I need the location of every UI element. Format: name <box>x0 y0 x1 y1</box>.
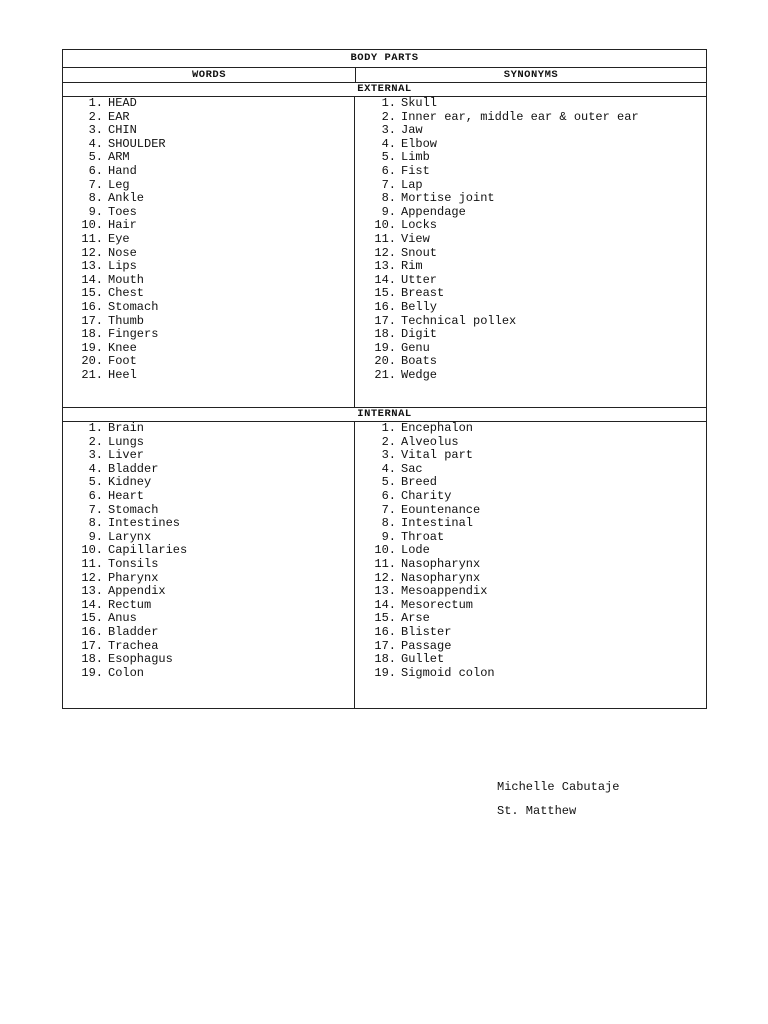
item-number: 6. <box>381 488 396 503</box>
word-text: ARM <box>108 150 130 165</box>
word-text: Bladder <box>108 461 159 476</box>
item-number: 18. <box>81 327 103 342</box>
word-item <box>63 531 354 545</box>
word-text: Colon <box>108 665 145 680</box>
synonym-text: Gullet <box>401 652 445 667</box>
synonym-text: Passage <box>401 638 452 653</box>
student-section: St. Matthew <box>497 804 577 818</box>
item-number: 2. <box>88 109 103 124</box>
synonym-text: Appendage <box>401 204 466 219</box>
item-number: 4. <box>381 461 396 476</box>
word-item <box>63 585 354 599</box>
external-synonyms-column <box>355 97 706 407</box>
word-text: Appendix <box>108 584 166 599</box>
word-text: Larynx <box>108 529 152 544</box>
item-number: 21. <box>374 367 396 382</box>
synonym-text: View <box>401 231 430 246</box>
word-item <box>63 138 354 152</box>
synonym-text: Lode <box>401 543 430 558</box>
word-text: Chest <box>108 286 145 301</box>
word-text: Thumb <box>108 313 145 328</box>
synonym-text: Charity <box>401 488 452 503</box>
body-parts-table <box>62 49 707 709</box>
word-text: Capillaries <box>108 543 188 558</box>
synonym-item <box>355 463 706 477</box>
synonym-item <box>355 233 706 247</box>
item-number: 5. <box>381 475 396 490</box>
word-item <box>63 165 354 179</box>
words-column-header: WORDS <box>63 68 356 82</box>
synonym-text: Mesoappendix <box>401 584 488 599</box>
item-number: 12. <box>81 570 103 585</box>
item-number: 19. <box>374 665 396 680</box>
synonym-item <box>355 531 706 545</box>
synonym-text: Rim <box>401 259 423 274</box>
section-header-external: EXTERNAL <box>63 83 706 97</box>
synonym-text: Sigmoid colon <box>401 665 495 680</box>
item-number: 10. <box>81 543 103 558</box>
word-item <box>63 369 354 383</box>
synonym-item <box>355 558 706 572</box>
word-text: Rectum <box>108 597 152 612</box>
synonym-item <box>355 287 706 301</box>
synonym-item <box>355 219 706 233</box>
synonym-item <box>355 517 706 531</box>
synonym-text: Breast <box>401 286 445 301</box>
synonym-text: Inner ear, middle ear & outer ear <box>401 109 639 124</box>
word-text: Intestines <box>108 516 181 531</box>
word-text: Eye <box>108 231 130 246</box>
item-number: 1. <box>88 421 103 435</box>
item-number: 2. <box>88 434 103 449</box>
synonym-text: Jaw <box>401 123 423 138</box>
synonym-text: Nasopharynx <box>401 570 481 585</box>
word-text: HEAD <box>108 96 137 110</box>
word-item <box>63 476 354 490</box>
word-text: Stomach <box>108 299 159 314</box>
item-number: 12. <box>81 245 103 260</box>
item-number: 15. <box>374 611 396 626</box>
item-number: 12. <box>374 570 396 585</box>
synonym-text: Mesorectum <box>401 597 474 612</box>
word-text: Bladder <box>108 624 159 639</box>
synonym-item <box>355 328 706 342</box>
word-text: Knee <box>108 340 137 355</box>
synonym-text: Utter <box>401 272 438 287</box>
synonym-item <box>355 192 706 206</box>
synonym-item <box>355 97 706 111</box>
external-words-column <box>63 97 355 407</box>
synonym-text: Vital part <box>401 448 474 463</box>
item-number: 9. <box>88 529 103 544</box>
synonym-item <box>355 585 706 599</box>
synonym-item <box>355 355 706 369</box>
word-text: Pharynx <box>108 570 159 585</box>
synonym-item <box>355 599 706 613</box>
synonym-text: Snout <box>401 245 438 260</box>
item-number: 11. <box>81 231 103 246</box>
word-text: Anus <box>108 611 137 626</box>
table-title: BODY PARTS <box>63 50 706 68</box>
synonym-text: Throat <box>401 529 445 544</box>
item-number: 7. <box>88 502 103 517</box>
word-text: Brain <box>108 421 145 435</box>
synonym-item <box>355 436 706 450</box>
word-item <box>63 179 354 193</box>
synonym-text: Boats <box>401 354 438 369</box>
item-number: 3. <box>88 123 103 138</box>
synonym-item <box>355 274 706 288</box>
word-item <box>63 653 354 667</box>
item-number: 14. <box>374 597 396 612</box>
synonym-item <box>355 260 706 274</box>
word-text: EAR <box>108 109 130 124</box>
item-number: 3. <box>88 448 103 463</box>
item-number: 15. <box>81 611 103 626</box>
synonym-item <box>355 111 706 125</box>
synonym-item <box>355 572 706 586</box>
word-item <box>63 558 354 572</box>
word-text: Hair <box>108 218 137 233</box>
item-number: 7. <box>381 177 396 192</box>
item-number: 8. <box>381 516 396 531</box>
item-number: 17. <box>374 638 396 653</box>
item-number: 16. <box>81 624 103 639</box>
synonym-item <box>355 490 706 504</box>
synonym-text: Encephalon <box>401 421 474 435</box>
word-text: Esophagus <box>108 652 173 667</box>
word-item <box>63 111 354 125</box>
item-number: 2. <box>381 109 396 124</box>
item-number: 16. <box>374 624 396 639</box>
word-text: Mouth <box>108 272 145 287</box>
item-number: 17. <box>81 313 103 328</box>
synonym-item <box>355 124 706 138</box>
word-item <box>63 544 354 558</box>
word-item <box>63 151 354 165</box>
word-item <box>63 315 354 329</box>
word-item <box>63 436 354 450</box>
item-number: 20. <box>81 354 103 369</box>
word-item <box>63 626 354 640</box>
item-number: 8. <box>381 191 396 206</box>
item-number: 1. <box>381 421 396 435</box>
synonym-text: Mortise joint <box>401 191 495 206</box>
word-item <box>63 355 354 369</box>
synonym-item <box>355 165 706 179</box>
synonym-text: Technical pollex <box>401 313 517 328</box>
item-number: 10. <box>374 543 396 558</box>
word-item <box>63 612 354 626</box>
item-number: 18. <box>374 652 396 667</box>
item-number: 11. <box>374 231 396 246</box>
item-number: 14. <box>81 597 103 612</box>
word-item <box>63 233 354 247</box>
word-item <box>63 463 354 477</box>
word-text: Stomach <box>108 502 159 517</box>
item-number: 9. <box>88 204 103 219</box>
item-number: 7. <box>381 502 396 517</box>
synonym-text: Skull <box>401 96 438 110</box>
synonym-item <box>355 653 706 667</box>
synonym-item <box>355 138 706 152</box>
item-number: 8. <box>88 516 103 531</box>
synonym-text: Wedge <box>401 367 438 382</box>
synonym-item <box>355 667 706 681</box>
synonym-text: Belly <box>401 299 438 314</box>
item-number: 3. <box>381 448 396 463</box>
synonym-item <box>355 342 706 356</box>
word-text: Lips <box>108 259 137 274</box>
item-number: 12. <box>374 245 396 260</box>
internal-synonyms-column <box>355 422 706 708</box>
word-item <box>63 449 354 463</box>
synonym-item <box>355 301 706 315</box>
synonyms-column-header: SYNONYMS <box>503 69 559 81</box>
synonym-text: Eountenance <box>401 502 481 517</box>
synonym-item <box>355 449 706 463</box>
item-number: 18. <box>81 652 103 667</box>
internal-words-column <box>63 422 355 708</box>
item-number: 1. <box>381 96 396 110</box>
word-item <box>63 301 354 315</box>
synonym-text: Genu <box>401 340 430 355</box>
synonym-item <box>355 626 706 640</box>
word-text: SHOULDER <box>108 136 166 151</box>
word-item <box>63 599 354 613</box>
item-number: 13. <box>374 259 396 274</box>
word-item <box>63 504 354 518</box>
section-body-external <box>63 97 706 408</box>
word-item <box>63 260 354 274</box>
item-number: 16. <box>374 299 396 314</box>
word-item <box>63 572 354 586</box>
item-number: 4. <box>88 461 103 476</box>
item-number: 7. <box>88 177 103 192</box>
item-number: 4. <box>381 136 396 151</box>
item-number: 13. <box>81 259 103 274</box>
synonym-text: Digit <box>401 327 438 342</box>
word-text: Fingers <box>108 327 159 342</box>
word-item <box>63 192 354 206</box>
word-text: Toes <box>108 204 137 219</box>
item-number: 15. <box>81 286 103 301</box>
word-item <box>63 274 354 288</box>
item-number: 5. <box>381 150 396 165</box>
item-number: 19. <box>81 665 103 680</box>
synonym-item <box>355 544 706 558</box>
word-text: Tonsils <box>108 556 159 571</box>
item-number: 17. <box>374 313 396 328</box>
item-number: 15. <box>374 286 396 301</box>
synonym-item <box>355 369 706 383</box>
word-item <box>63 517 354 531</box>
word-item <box>63 422 354 436</box>
item-number: 13. <box>81 584 103 599</box>
word-item <box>63 287 354 301</box>
synonym-item <box>355 476 706 490</box>
word-text: Heel <box>108 367 137 382</box>
synonym-text: Blister <box>401 624 452 639</box>
synonym-item <box>355 640 706 654</box>
item-number: 5. <box>88 150 103 165</box>
synonym-text: Nasopharynx <box>401 556 481 571</box>
word-item <box>63 667 354 681</box>
student-name: Michelle Cabutaje <box>497 780 620 794</box>
word-text: Lungs <box>108 434 145 449</box>
word-item <box>63 328 354 342</box>
synonym-text: Arse <box>401 611 430 626</box>
item-number: 6. <box>88 488 103 503</box>
item-number: 13. <box>374 584 396 599</box>
synonym-text: Alveolus <box>401 434 459 449</box>
item-number: 4. <box>88 136 103 151</box>
item-number: 9. <box>381 204 396 219</box>
column-header-row <box>63 68 706 83</box>
word-item <box>63 342 354 356</box>
word-item <box>63 640 354 654</box>
item-number: 19. <box>374 340 396 355</box>
word-text: Ankle <box>108 191 145 206</box>
item-number: 8. <box>88 191 103 206</box>
item-number: 17. <box>81 638 103 653</box>
item-number: 21. <box>81 367 103 382</box>
section-header-internal: INTERNAL <box>63 408 706 422</box>
synonym-text: Intestinal <box>401 516 474 531</box>
item-number: 11. <box>374 556 396 571</box>
synonym-item <box>355 179 706 193</box>
word-item <box>63 490 354 504</box>
item-number: 19. <box>81 340 103 355</box>
word-text: Heart <box>108 488 145 503</box>
word-item <box>63 247 354 261</box>
synonym-text: Sac <box>401 461 423 476</box>
synonym-item <box>355 315 706 329</box>
section-body-internal <box>63 422 706 708</box>
item-number: 14. <box>81 272 103 287</box>
word-item <box>63 219 354 233</box>
word-text: Hand <box>108 163 137 178</box>
item-number: 9. <box>381 529 396 544</box>
synonym-item <box>355 422 706 436</box>
word-item <box>63 97 354 111</box>
word-text: Trachea <box>108 638 159 653</box>
word-text: Liver <box>108 448 145 463</box>
synonym-item <box>355 247 706 261</box>
item-number: 10. <box>81 218 103 233</box>
synonym-text: Locks <box>401 218 438 233</box>
synonym-item <box>355 206 706 220</box>
synonym-text: Elbow <box>401 136 438 151</box>
synonym-item <box>355 151 706 165</box>
item-number: 20. <box>374 354 396 369</box>
word-text: Nose <box>108 245 137 260</box>
synonym-text: Fist <box>401 163 430 178</box>
synonym-item <box>355 612 706 626</box>
word-text: CHIN <box>108 123 137 138</box>
synonym-text: Breed <box>401 475 438 490</box>
synonym-text: Lap <box>401 177 423 192</box>
word-item <box>63 206 354 220</box>
synonym-item <box>355 504 706 518</box>
item-number: 14. <box>374 272 396 287</box>
item-number: 6. <box>88 163 103 178</box>
item-number: 6. <box>381 163 396 178</box>
item-number: 5. <box>88 475 103 490</box>
synonym-text: Limb <box>401 150 430 165</box>
item-number: 16. <box>81 299 103 314</box>
item-number: 2. <box>381 434 396 449</box>
item-number: 18. <box>374 327 396 342</box>
item-number: 1. <box>88 96 103 110</box>
word-text: Leg <box>108 177 130 192</box>
word-item <box>63 124 354 138</box>
word-text: Foot <box>108 354 137 369</box>
item-number: 11. <box>81 556 103 571</box>
item-number: 3. <box>381 123 396 138</box>
word-text: Kidney <box>108 475 152 490</box>
item-number: 10. <box>374 218 396 233</box>
